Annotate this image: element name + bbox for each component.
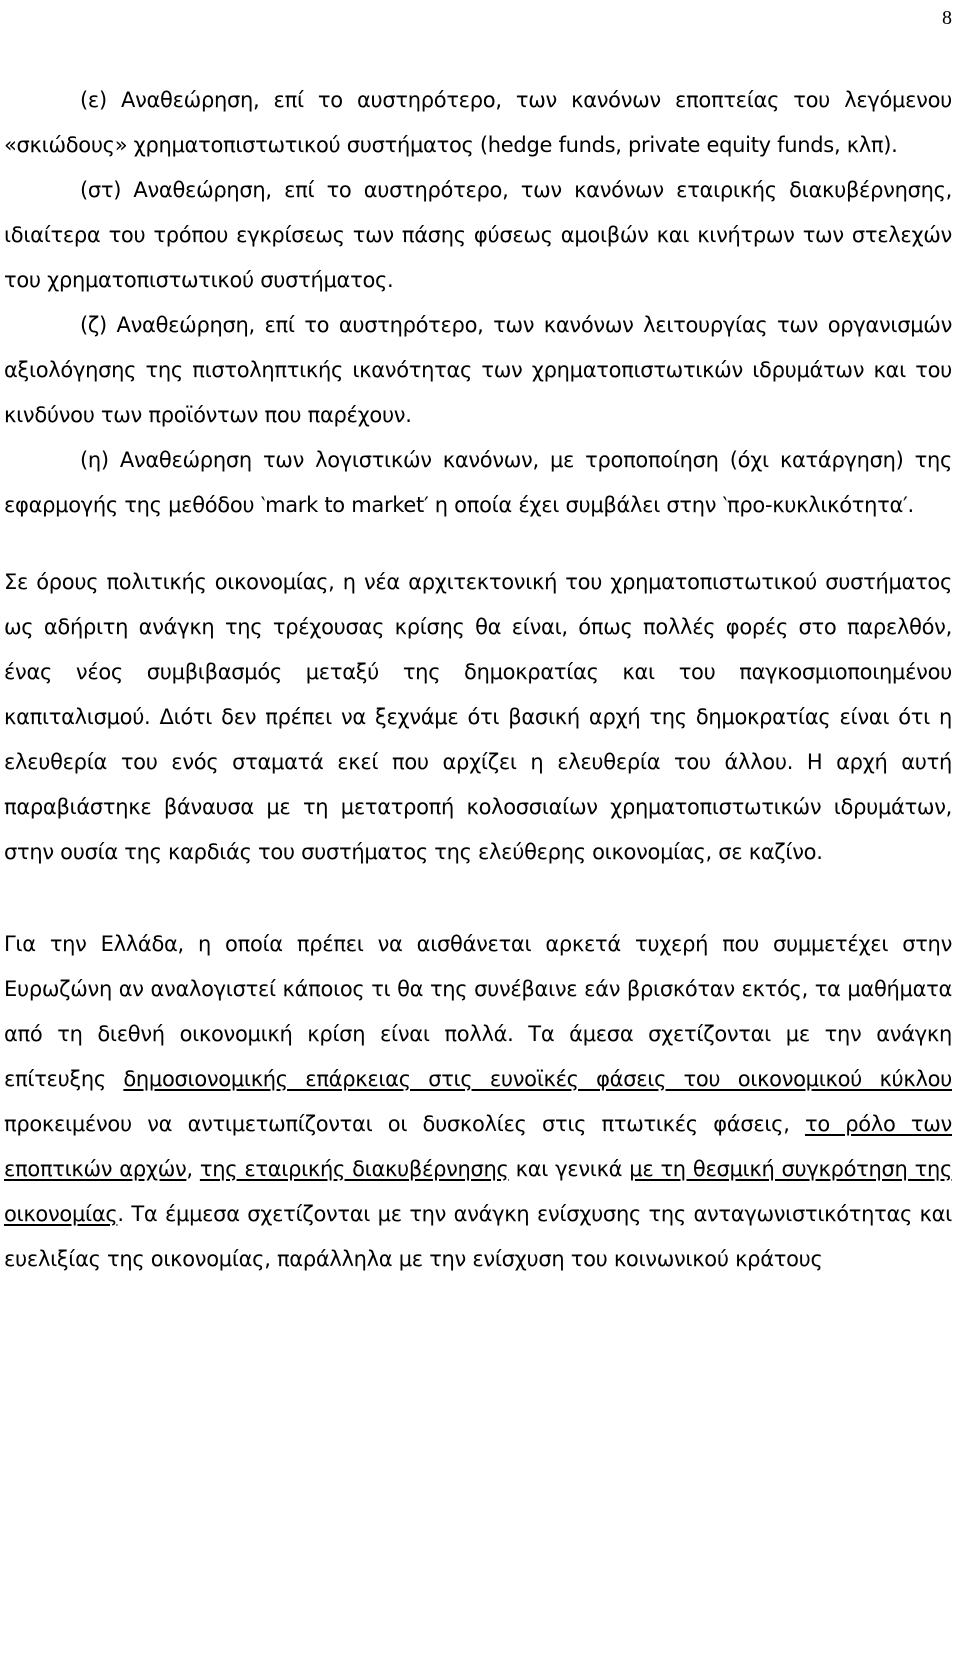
paragraph-greece-text-1: Για την Ελλάδα, η οποία πρέπει να αισθάνεται αρκετά τυχερή που συμμετέχει στην Ευρωζώνη αν αναλογιστεί κάποιος τι θα της συνέβαινε εάν βρισκόταν εκτός, τα μαθήματα από τη διεθνή οικονομική κρίση είναι πολλά. Τα άμεσα σχετίζονται με την ανάγκη επίτευξης bbox=[4, 932, 952, 1091]
list-item-h: (η) Αναθεώρηση των λογιστικών κανόνων, με τροποποίηση (όχι κατάργηση) της εφαρμογής της μεθόδου ‵mark to market′ η οποία έχει συμβάλει στην ‵προ-κυκλικότητα′. bbox=[4, 448, 952, 517]
list-item-z: (ζ) Αναθεώρηση, επί το αυστηρότερο, των κανόνων λειτουργίας των οργανισμών αξιολόγησης της πιστοληπτικής ικανότητας των χρηματοπιστωτικών ιδρυμάτων και του κινδύνου των προϊόντων που παρέχουν. bbox=[4, 313, 952, 427]
paragraph-greece-text-2: προκειμένου να αντιμετωπίζονται οι δυσκολίες στις πτωτικές φάσεις, bbox=[4, 1112, 805, 1136]
document-body bbox=[4, 78, 952, 1282]
underlined-phrase-corporate-governance: της εταιρικής διακυβέρνησης bbox=[199, 1157, 509, 1181]
paragraph-political-economy: Σε όρους πολιτικής οικονομίας, η νέα αρχιτεκτονική του χρηματοπιστωτικού συστήματος ως αδήριτη ανάγκη της τρέχουσας κρίσης θα είναι, όπως πολλές φορές στο παρελθόν, ένας νέος συμβιβασμός μεταξύ της δημοκρατίας και του παγκοσμιοποιημένου καπιταλισμού. Διότι δεν πρέπει να ξεχνάμε ότι βασική αρχή της δημοκρατίας είναι ότι η ελευθερία του ενός σταματά εκεί που αρχίζει η ελευθερία του άλλου. Η αρχή αυτή παραβιάστηκε βάναυσα με τη μετατροπή κολοσσιαίων χρηματοπιστωτικών ιδρυμάτων, στην ουσία της καρδιάς του συστήματος της ελεύθερης οικονομίας, σε καζίνο. bbox=[4, 570, 952, 864]
underlined-phrase-institutional-structure: με τη θεσμική συγκρότηση της οικονομίας bbox=[4, 1157, 952, 1226]
paragraph-greece-text-5: . Τα έμμεσα σχετίζονται με την ανάγκη ενίσχυσης της ανταγωνιστικότητας και ευελιξίας της οικονομίας, παράλληλα με την ενίσχυση του κοινωνικού κράτους bbox=[4, 1202, 952, 1271]
paragraph-greece bbox=[4, 922, 952, 1282]
paragraph-greece-text-4: και γενικά bbox=[508, 1157, 630, 1181]
list-item-st: (στ) Αναθεώρηση, επί το αυστηρότερο, των κανόνων εταιρικής διακυβέρνησης, ιδιαίτερα του τρόπου εγκρίσεως των πάσης φύσεως αμοιβών και κινήτρων των στελεχών του χρηματοπιστωτικού συστήματος. bbox=[4, 178, 952, 292]
paragraph-greece-text-3: , bbox=[186, 1157, 200, 1181]
page-number: 8 bbox=[942, 7, 952, 29]
underlined-phrase-supervisory-authorities: το ρόλο των εποπτικών αρχών bbox=[4, 1112, 952, 1181]
underlined-phrase-fiscal-adequacy: δημοσιονομικής επάρκειας στις ευνοϊκές φάσεις του οικονομικού κύκλου bbox=[123, 1067, 953, 1091]
list-item-e: (ε) Αναθεώρηση, επί το αυστηρότερο, των κανόνων εποπτείας του λεγόμενου «σκιώδους» χρηματοπιστωτικού συστήματος (hedge funds, private equity funds, κλπ). bbox=[4, 88, 952, 157]
